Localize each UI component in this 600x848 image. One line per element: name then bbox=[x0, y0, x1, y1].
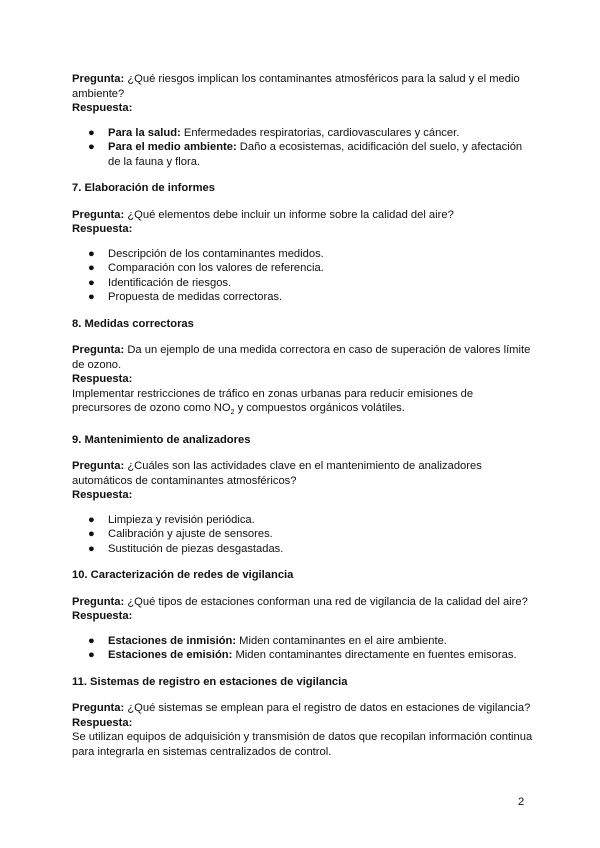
list-item: ● Para la salud: Enfermedades respiratorias, cardiovasculares y cáncer. bbox=[88, 126, 460, 139]
answer-label: Respuesta: bbox=[72, 102, 133, 114]
list-item: ● Comparación con los valores de referencia. bbox=[88, 262, 324, 274]
list-item: ● Para el medio ambiente: Daño a ecosistemas, acidificación del suelo, y afectación de la fauna y flora. bbox=[88, 141, 523, 168]
section-heading: 10. Caracterización de redes de vigilancia bbox=[72, 569, 294, 582]
section-7 bbox=[72, 181, 534, 305]
bullet-icon: ● bbox=[88, 141, 95, 153]
answer-label: Respuesta: bbox=[72, 373, 133, 385]
question: Pregunta: ¿Qué elementos debe incluir un informe sobre la calidad del aire? bbox=[72, 208, 454, 221]
list-item: ● Calibración y ajuste de sensores. bbox=[88, 528, 273, 541]
bullet-icon: ● bbox=[88, 528, 95, 541]
list-item: ● Limpieza y revisión periódica. bbox=[88, 513, 255, 526]
list-item: ● Estaciones de emisión: Miden contaminantes directamente en fuentes emisoras. bbox=[88, 649, 517, 662]
bullet-icon: ● bbox=[88, 262, 95, 274]
answer-label: Respuesta: bbox=[72, 223, 133, 235]
list-item: ● Identificación de riesgos. bbox=[88, 276, 232, 289]
question: Pregunta: Da un ejemplo de una medida correctora en caso de superación de valores límite de ozono. bbox=[72, 344, 531, 371]
section-9 bbox=[72, 433, 534, 557]
bullet-icon: ● bbox=[88, 649, 95, 662]
section-heading: 8. Medidas correctoras bbox=[72, 317, 194, 330]
question: Pregunta: ¿Qué sistemas se emplean para el registro de datos en estaciones de vigilancia? bbox=[72, 702, 531, 715]
list-item: ● Sustitución de piezas desgastadas. bbox=[88, 542, 284, 555]
answer-label: Respuesta: bbox=[72, 716, 133, 729]
section-8 bbox=[72, 317, 534, 421]
section-heading: 11. Sistemas de registro en estaciones de vigilancia bbox=[72, 675, 348, 688]
section-heading: 9. Mantenimiento de analizadores bbox=[72, 433, 251, 446]
question: Pregunta: ¿Qué riesgos implican los contaminantes atmosféricos para la salud y el medio ambiente? bbox=[72, 73, 520, 100]
page-number: 2 bbox=[518, 796, 525, 808]
bullet-icon: ● bbox=[88, 513, 95, 526]
section-heading: 7. Elaboración de informes bbox=[72, 182, 215, 194]
answer-list bbox=[72, 247, 534, 305]
bullet-icon: ● bbox=[88, 291, 95, 303]
list-item: ● Descripción de los contaminantes medidos. bbox=[88, 247, 324, 260]
answer-label: Respuesta: bbox=[72, 489, 133, 502]
answer-list bbox=[72, 513, 534, 557]
list-item: ● Propuesta de medidas correctoras. bbox=[88, 291, 283, 303]
bullet-icon: ● bbox=[88, 126, 95, 139]
bullet-icon: ● bbox=[88, 542, 95, 555]
answer-label: Respuesta: bbox=[72, 610, 133, 623]
bullet-icon: ● bbox=[88, 276, 95, 289]
list-item: ● Estaciones de inmisión: Miden contaminantes en el aire ambiente. bbox=[88, 634, 447, 647]
answer-text: Se utilizan equipos de adquisición y transmisión de datos que recopilan información continua para integrarla en sistemas centralizados de control. bbox=[72, 731, 533, 758]
answer-list bbox=[72, 126, 534, 170]
section-health-risks bbox=[72, 72, 534, 169]
bullet-icon: ● bbox=[88, 634, 95, 647]
question: Pregunta: ¿Qué tipos de estaciones conforman una red de vigilancia de la calidad del aire? bbox=[72, 595, 528, 608]
question: Pregunta: ¿Cuáles son las actividades clave en el mantenimiento de analizadores automáticos de contaminantes atmosféricos? bbox=[72, 460, 482, 487]
answer-text: Implementar restricciones de tráfico en zonas urbanas para reducir emisiones de precursores de ozono como $NO_2$ y compuestos orgánicos volátiles. bbox=[72, 387, 474, 417]
document-page bbox=[72, 72, 534, 759]
section-11 bbox=[72, 675, 534, 760]
bullet-icon: ● bbox=[88, 247, 95, 260]
section-10 bbox=[72, 568, 534, 663]
answer-list bbox=[72, 634, 534, 663]
